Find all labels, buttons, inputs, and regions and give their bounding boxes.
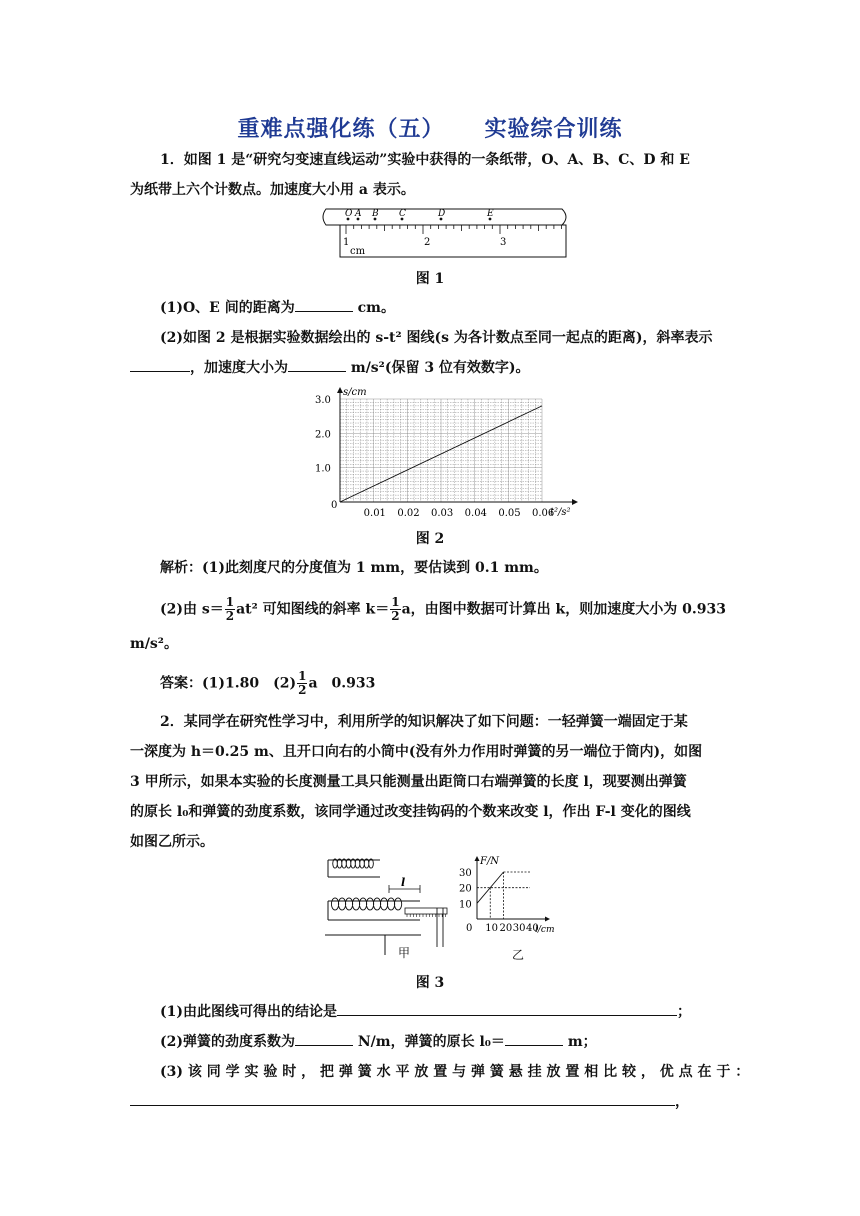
q1-sub1: (1)O、E 间的距离为 cm。 xyxy=(160,300,395,316)
q1-sub2-line1: (2)如图 2 是根据实验数据绘出的 s-t² 图线(s 为各计数点至同一起点的距离)，斜率表示 xyxy=(160,330,713,346)
chart2-y-tick-20: 20 xyxy=(459,883,472,895)
q1-line1: 1．如图 1 是“研究匀变速直线运动”实验中获得的一条纸带，O、A、B、C、D 和 E xyxy=(160,152,690,168)
chart1-x-tick-0.06: 0.06 xyxy=(532,508,555,519)
label-yi: 乙 xyxy=(512,948,525,962)
q2-line2: 一深度为 h＝0.25 m、且开口向右的小筒中(没有外力作用时弹簧的另一端位于筒内)，如图 xyxy=(130,744,703,760)
q2-line3: 3 甲所示，如果本实验的长度测量工具只能测量出距筒口右端弹簧的长度 l，现要测出弹簧 xyxy=(130,774,687,790)
label-jia: 甲 xyxy=(398,946,411,960)
chart1-y-tick-3.0: 3.0 xyxy=(315,395,331,406)
chart1-xlabel: t²/s² xyxy=(550,507,571,518)
chart2-x-tick-10: 10 xyxy=(485,923,498,934)
chart1-x-tick-0.02: 0.02 xyxy=(397,508,420,519)
q2-sub2: (2)弹簧的劲度系数为 N/m，弹簧的原长 l₀＝ m； xyxy=(160,1034,597,1050)
chart1-ylabel: s/cm xyxy=(343,387,367,398)
tape-label-O: O xyxy=(345,209,353,219)
chart2-x-arrow xyxy=(545,917,550,922)
chart1-x-tick-0.04: 0.04 xyxy=(464,508,487,519)
chart1-grid xyxy=(340,399,542,502)
q2-sub3: (3) 该 同 学 实 验 时 ， 把 弹 簧 水 平 放 置 与 弹 簧 悬 挂 放 置 相 比 较 ， 优 点 在 于 ： xyxy=(160,1064,750,1080)
answer-line: 答案：(1)1.80 (2) $\frac{1}{2}$ a 0.933 xyxy=(160,669,376,697)
q2-sub1: (1)由此图线可得出的结论是 ； xyxy=(160,1004,691,1020)
chart1-y-tick-2.0: 2.0 xyxy=(315,429,331,441)
q1-line2: 为纸带上六个计数点。加速度大小用 a 表示。 xyxy=(130,182,415,198)
analysis-line2: (2)由 s＝ $\frac{1}{2}$ at² 可知图线的斜率 k＝ $\frac{1}{2}$ a，由图中数据可计算出 k，则加速度大小为 0.933 xyxy=(160,595,726,623)
label-l: l xyxy=(401,876,406,889)
figure-3-caption: 图 3 xyxy=(415,975,445,991)
q2-sub3-line2: ， xyxy=(130,1092,730,1112)
tape-label-B: B xyxy=(372,209,379,219)
chart2-xlabel: l/cm xyxy=(535,925,555,935)
figure-3-yi-F-l-chart xyxy=(455,852,570,937)
q2-line5: 如图乙所示。 xyxy=(130,834,214,850)
chart1-x-tick-0.01: 0.01 xyxy=(363,508,386,519)
chart2-x-tick-30: 30 xyxy=(512,923,526,934)
tape-label-A: A xyxy=(355,209,362,219)
analysis-line1: 解析：(1)此刻度尺的分度值为 1 mm，要估读到 0.1 mm。 xyxy=(160,560,548,576)
chart1-x-arrow xyxy=(572,499,578,505)
chart2-x-tick-40: 40 xyxy=(526,923,539,934)
chart1-x-tick-0.03: 0.03 xyxy=(431,508,454,519)
figure-1-caption: 图 1 xyxy=(415,271,445,287)
chart2-ylabel: F/N xyxy=(480,856,500,867)
figure-1-tape-ruler xyxy=(320,205,570,260)
chart1-y-tick-0: 0 xyxy=(331,500,338,511)
analysis-line3: m/s²。 xyxy=(130,636,178,652)
q2-line4: 的原长 l₀和弹簧的劲度系数，该同学通过改变挂钩码的个数来改变 l，作出 F-l 变化的图线 xyxy=(130,804,691,820)
chart2-y-arrow xyxy=(475,856,480,861)
ruler-label-3: 3 xyxy=(500,237,507,248)
ruler-unit: cm xyxy=(350,246,366,257)
chart2-x-tick-0: 0 xyxy=(466,923,473,934)
figure-3-jia-apparatus xyxy=(325,855,455,960)
tape-label-D: D xyxy=(438,209,446,219)
page-title: 重难点强化练（五） 实验综合训练 xyxy=(237,116,623,142)
chart1-y-tick-1.0: 1.0 xyxy=(315,463,331,475)
tape-label-C: C xyxy=(399,209,406,219)
figure-2-caption: 图 2 xyxy=(415,531,445,547)
chart2-x-tick-20: 20 xyxy=(499,923,513,934)
chart2-y-tick-30: 30 xyxy=(459,868,472,879)
q2-line1: 2．某同学在研究性学习中，利用所学的知识解决了如下问题：一轻弹簧一端固定于某 xyxy=(160,714,688,730)
figure-2-s-t2-chart xyxy=(310,385,590,523)
ruler-label-2: 2 xyxy=(424,237,431,248)
ruler-label-1: 1 xyxy=(343,237,350,248)
chart2-y-tick-10: 10 xyxy=(459,899,472,911)
q1-sub2-line2: ，加速度大小为 m/s²(保留 3 位有效数字)。 xyxy=(130,358,730,378)
chart1-x-tick-0.05: 0.05 xyxy=(498,508,521,519)
tape-label-E: E xyxy=(487,209,494,219)
